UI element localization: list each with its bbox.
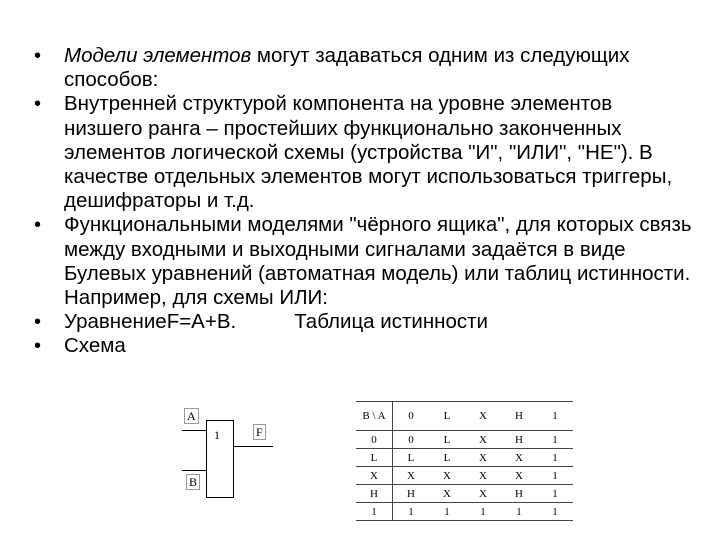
table-cell: H bbox=[393, 485, 430, 503]
bullet-dot-icon: • bbox=[34, 93, 42, 116]
bullet-item bbox=[34, 92, 694, 213]
table-cell: L bbox=[393, 449, 430, 467]
table-header-cell: X bbox=[465, 402, 501, 431]
table-cell: X bbox=[429, 485, 465, 503]
bullet-item bbox=[34, 310, 694, 334]
table-cell: 1 bbox=[429, 503, 465, 521]
table-cell: 1 bbox=[537, 467, 573, 485]
bullet-item bbox=[34, 213, 694, 310]
table-cell: 1 bbox=[537, 431, 573, 449]
table-cell: X bbox=[356, 467, 393, 485]
table-cell: 1 bbox=[465, 503, 501, 521]
table-cell: X bbox=[393, 467, 430, 485]
table-header-cell: L bbox=[429, 402, 465, 431]
bullet-dot-icon: • bbox=[34, 311, 42, 334]
bullet-item bbox=[34, 44, 694, 92]
table-cell: H bbox=[356, 485, 393, 503]
table-header-cell: 1 bbox=[537, 402, 573, 431]
table-cell: X bbox=[501, 449, 537, 467]
table-cell: X bbox=[429, 467, 465, 485]
bullet-dot-icon: • bbox=[34, 335, 42, 358]
or-gate-box bbox=[206, 420, 234, 498]
table-cell: L bbox=[356, 449, 393, 467]
table-row bbox=[356, 503, 573, 521]
bullet-list bbox=[34, 44, 694, 359]
bullet-text: Внутренней структурой компонента на уровне элементов низшего ранга – простейших функционально законченных элементов логической схемы (устройства "И", "ИЛИ", "НЕ"). В качестве отдельных элементов могут использоваться триггеры, дешифраторы и т.д. bbox=[64, 92, 673, 213]
bullet-text: УравнениеF=A+B. bbox=[64, 310, 237, 334]
table-row bbox=[356, 449, 573, 467]
input-b-line bbox=[182, 470, 206, 471]
bullet-text: могут задаваться одним из следующих способов: bbox=[64, 44, 630, 92]
table-cell: X bbox=[465, 467, 501, 485]
truth-table bbox=[356, 401, 573, 521]
table-cell: L bbox=[429, 431, 465, 449]
bullet-italic-text: Модели элементов bbox=[64, 44, 252, 67]
table-cell: 1 bbox=[501, 503, 537, 521]
input-a-label: A bbox=[184, 408, 199, 424]
bullet-text: Функциональными моделями "чёрного ящика", для которых связь между входными и выходными сигналами задаётся в виде Булевых уравнений (автоматная модель) или таблиц истинности. Например, для схемы ИЛИ: bbox=[64, 213, 692, 310]
table-row bbox=[356, 431, 573, 449]
table-header-cell: 0 bbox=[393, 402, 430, 431]
table-header-cell: H bbox=[501, 402, 537, 431]
table-cell: 1 bbox=[537, 485, 573, 503]
bullet-text: Схема bbox=[64, 334, 126, 358]
table-cell: 1 bbox=[393, 503, 430, 521]
table-header-row bbox=[356, 402, 573, 431]
table-cell: 0 bbox=[393, 431, 430, 449]
or-gate-schematic bbox=[178, 404, 278, 504]
output-f-label: F bbox=[253, 424, 266, 440]
gate-label: 1 bbox=[214, 428, 220, 442]
table-cell: X bbox=[465, 485, 501, 503]
table-cell: 1 bbox=[537, 503, 573, 521]
table-cell: 1 bbox=[356, 503, 393, 521]
input-b-label: B bbox=[186, 474, 200, 490]
table-cell: X bbox=[501, 467, 537, 485]
bullet-text-secondary: Таблица истинности bbox=[294, 310, 488, 334]
table-row bbox=[356, 467, 573, 485]
table-cell: H bbox=[501, 431, 537, 449]
table-cell: X bbox=[465, 449, 501, 467]
bullet-dot-icon: • bbox=[34, 45, 42, 67]
table-cell: 0 bbox=[356, 431, 393, 449]
table-cell: X bbox=[465, 431, 501, 449]
input-a-line bbox=[182, 430, 206, 431]
bullet-item bbox=[34, 334, 694, 358]
table-cell: L bbox=[429, 449, 465, 467]
table-cell: 1 bbox=[537, 449, 573, 467]
table-header-cell: B \ A bbox=[356, 402, 393, 431]
bullet-dot-icon: • bbox=[34, 214, 42, 237]
table-cell: H bbox=[501, 485, 537, 503]
table-row bbox=[356, 485, 573, 503]
output-line bbox=[233, 446, 273, 447]
